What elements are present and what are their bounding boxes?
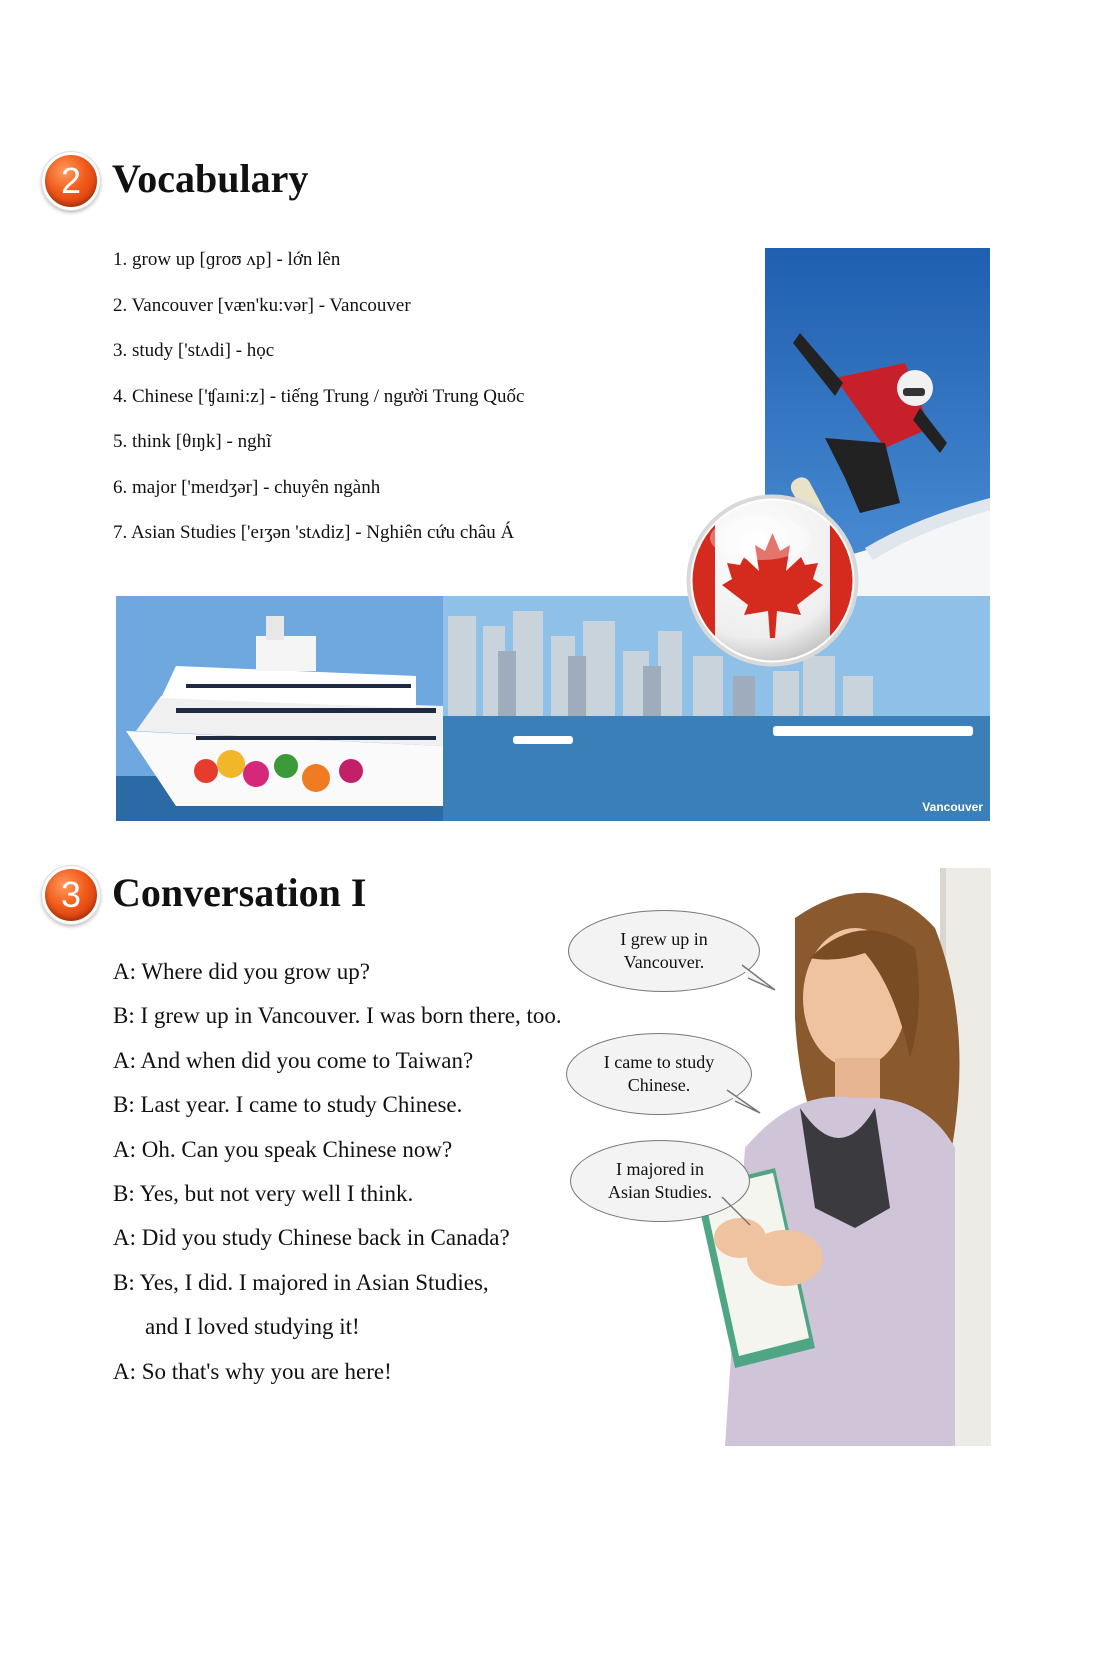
photo-caption: Vancouver	[922, 800, 983, 814]
conversation-line: B: I grew up in Vancouver. I was born there, too.	[113, 1003, 562, 1029]
section-title-conversation: Conversation I	[112, 870, 367, 915]
vocabulary-item: 5. think [θɪŋk] - nghĩ	[113, 431, 272, 452]
vocabulary-item: 3. study ['stʌdi] - học	[113, 340, 275, 361]
conversation-line: A: Oh. Can you speak Chinese now?	[113, 1136, 453, 1162]
conversation-line: A: And when did you come to Taiwan?	[113, 1047, 474, 1073]
conversation-list	[113, 958, 562, 1402]
speech-bubble-line: Vancouver.	[623, 952, 705, 972]
cruise-ship-illustration	[116, 596, 443, 821]
vocabulary-item: 2. Vancouver [væn'ku:vər] - Vancouver	[113, 294, 411, 316]
section-title-vocabulary: Vocabulary	[112, 156, 309, 201]
speech-bubble-tail	[740, 960, 780, 995]
conversation-line: B: Yes, but not very well I think.	[113, 1180, 414, 1206]
conversation-line: A: Did you study Chinese back in Canada?	[113, 1225, 510, 1251]
vocabulary-list	[113, 248, 524, 567]
section-number: 2	[60, 160, 82, 201]
conversation-line: B: Last year. I came to study Chinese.	[113, 1092, 463, 1118]
speech-bubble-line: I grew up in	[620, 929, 708, 949]
conversation-line: B: Yes, I did. I majored in Asian Studies,	[113, 1269, 489, 1295]
maple-leaf-icon	[685, 493, 860, 668]
conversation-line: and I loved studying it!	[145, 1314, 360, 1340]
speech-bubble-tail	[725, 1085, 765, 1120]
speech-bubble-line: Chinese.	[627, 1075, 691, 1095]
conversation-line: A: So that's why you are here!	[113, 1358, 392, 1384]
cruise-ship-photo	[116, 596, 443, 821]
vocabulary-item: 1. grow up [ɡroʊ ʌp] - lớn lên	[113, 249, 341, 270]
section-number: 3	[60, 874, 82, 915]
section-number-badge	[42, 866, 100, 924]
speech-bubble	[568, 910, 760, 992]
vocabulary-item: 7. Asian Studies ['eɪʒən 'stʌdiz] - Nghiên cứu châu Á	[113, 522, 515, 543]
conversation-line: A: Where did you grow up?	[113, 959, 370, 984]
vocabulary-item: 6. major ['meɪdʒər] - chuyên ngành	[113, 476, 381, 498]
section-number-badge	[42, 152, 100, 210]
speech-bubble-line: I came to study	[603, 1052, 715, 1072]
speech-bubble-line: Asian Studies.	[607, 1182, 712, 1202]
vocabulary-item: 4. Chinese ['ʧaɪni:z] - tiếng Trung / người Trung Quốc	[113, 385, 525, 407]
speech-bubble-line: I majored in	[616, 1159, 704, 1179]
speech-bubble-tail	[720, 1195, 760, 1230]
canada-flag-badge	[685, 493, 860, 668]
